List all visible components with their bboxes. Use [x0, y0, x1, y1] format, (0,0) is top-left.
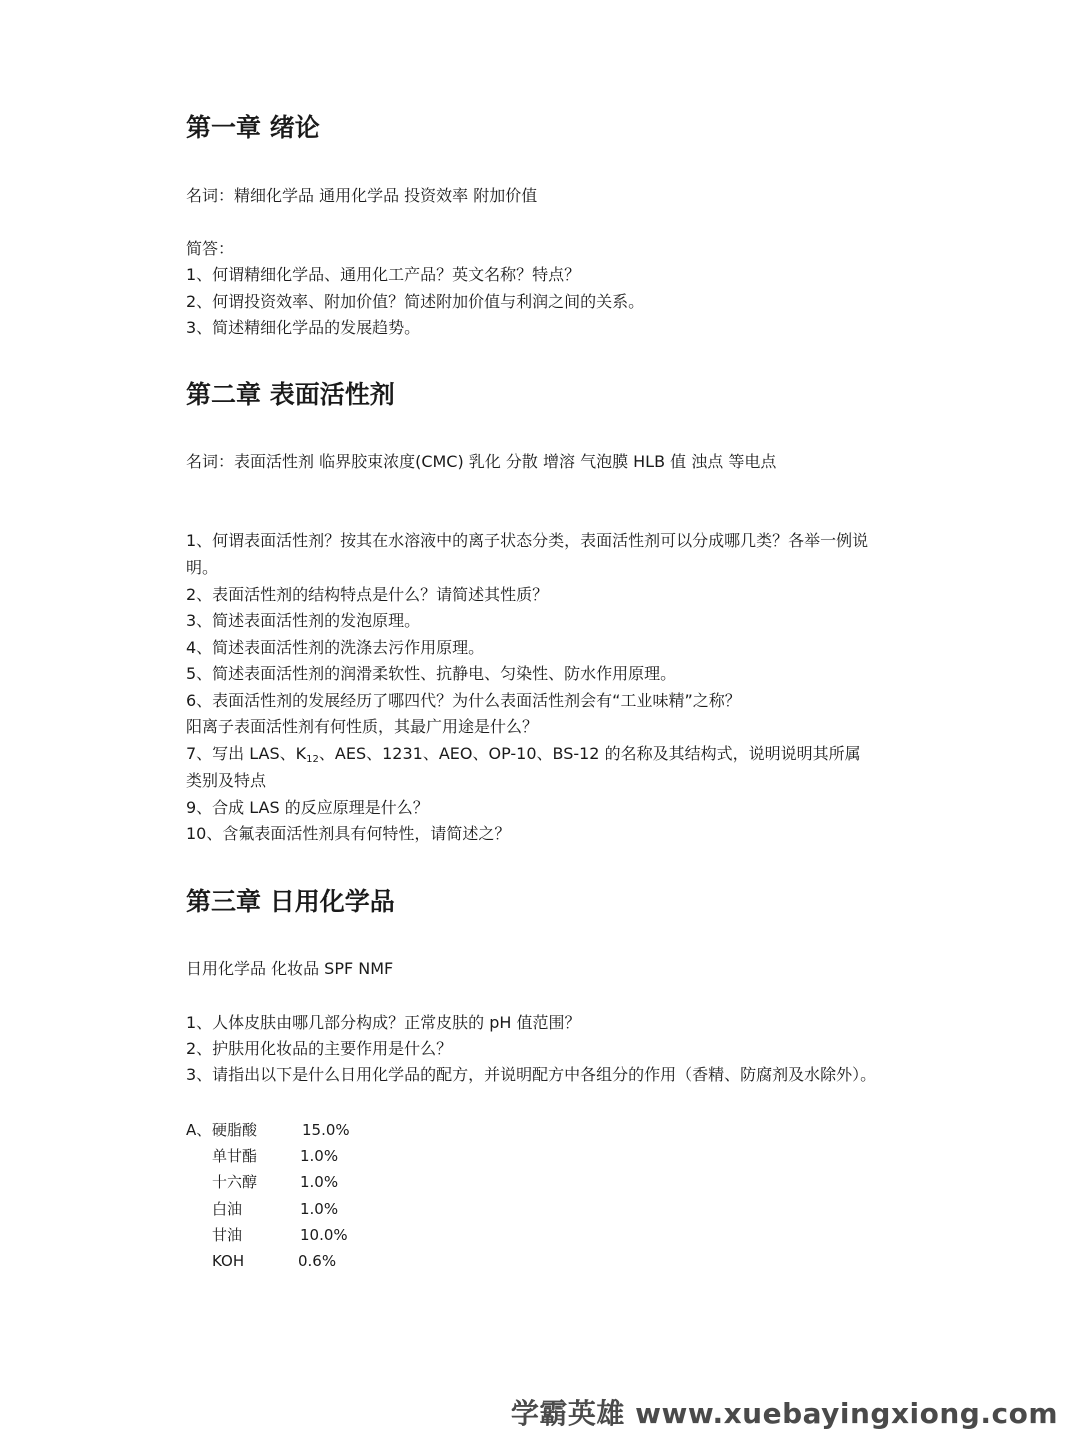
chapter1-title: 第一章 绪论	[186, 113, 320, 142]
q7-subscript: 12	[306, 754, 319, 765]
formula-amount: 0.6%	[298, 1252, 337, 1270]
chapter1-question-1: 1、何谓精细化学品、通用化工产品？英文名称？特点？	[186, 265, 581, 284]
chapter2-question-9: 9、合成 LAS 的反应原理是什么？	[186, 798, 429, 817]
chapter3-terms: 日用化学品 化妆品 SPF NMF	[186, 959, 394, 978]
chapter3-title: 第三章 日用化学品	[186, 887, 395, 916]
formula-ingredient: 硬脂酸	[212, 1121, 258, 1139]
chapter2-title: 第二章 表面活性剂	[186, 380, 395, 409]
chapter1-terms: 名词：精细化学品 通用化学品 投资效率 附加价值	[186, 186, 538, 205]
site-watermark: 学霸英雄 www.xuebayingxiong.com	[510, 1397, 1058, 1430]
chapter2-question-3: 3、简述表面活性剂的发泡原理。	[186, 611, 421, 630]
chapter3-question-3: 3、请指出以下是什么日用化学品的配方，并说明配方中各组分的作用（香精、防腐剂及水除外）。	[186, 1065, 877, 1084]
formula-amount: 15.0%	[302, 1121, 350, 1139]
formula-prefix: A、	[186, 1121, 212, 1139]
formula-ingredient: 十六醇	[212, 1173, 258, 1191]
formula-ingredient: KOH	[212, 1252, 245, 1270]
chapter2-question-6-continued: 阳离子表面活性剂有何性质，其最广用途是什么？	[186, 717, 539, 736]
q7-text-a: 7、写出 LAS、K	[186, 744, 307, 763]
formula-amount: 1.0%	[300, 1173, 339, 1191]
chapter1-question-3: 3、简述精细化学品的发展趋势。	[186, 318, 421, 337]
formula-amount: 1.0%	[300, 1147, 339, 1165]
chapter3-question-2: 2、护肤用化妆品的主要作用是什么？	[186, 1039, 453, 1058]
chapter2-question-7	[186, 741, 861, 767]
chapter2-question-4: 4、简述表面活性剂的洗涤去污作用原理。	[186, 638, 485, 657]
formula-ingredient: 白油	[212, 1200, 243, 1218]
chapter1-short-answer-label: 简答：	[186, 239, 235, 258]
chapter2-question-10: 10、含氟表面活性剂具有何特性，请简述之？	[186, 824, 511, 843]
formula-amount: 1.0%	[300, 1200, 339, 1218]
chapter2-question-2: 2、表面活性剂的结构特点是什么？请简述其性质？	[186, 585, 549, 604]
chapter2-question-1: 1、何谓表面活性剂？按其在水溶液中的离子状态分类，表面活性剂可以分成哪几类？各举一例说明。	[186, 531, 869, 577]
formula-ingredient: 甘油	[212, 1226, 243, 1244]
chapter2-question-6: 6、表面活性剂的发展经历了哪四代？为什么表面活性剂会有“工业味精”之称？	[186, 691, 741, 710]
chapter2-question-5: 5、简述表面活性剂的润滑柔软性、抗静电、匀染性、防水作用原理。	[186, 664, 677, 683]
chapter2-terms: 名词：表面活性剂 临界胶束浓度(CMC) 乳化 分散 增溶 气泡膜 HLB 值 浊点 等电点	[186, 452, 777, 471]
formula-amount: 10.0%	[300, 1226, 348, 1244]
chapter2-question-7-continued: 类别及特点	[186, 771, 267, 790]
formula-ingredient: 单甘酯	[212, 1147, 258, 1165]
q7-text-b: 、AES、1231、AEO、OP-10、BS-12 的名称及其结构式，说明说明其所属	[318, 744, 861, 763]
chapter1-question-2: 2、何谓投资效率、附加价值？简述附加价值与利润之间的关系。	[186, 292, 645, 311]
chapter3-question-1: 1、人体皮肤由哪几部分构成？正常皮肤的 pH 值范围？	[186, 1013, 581, 1032]
